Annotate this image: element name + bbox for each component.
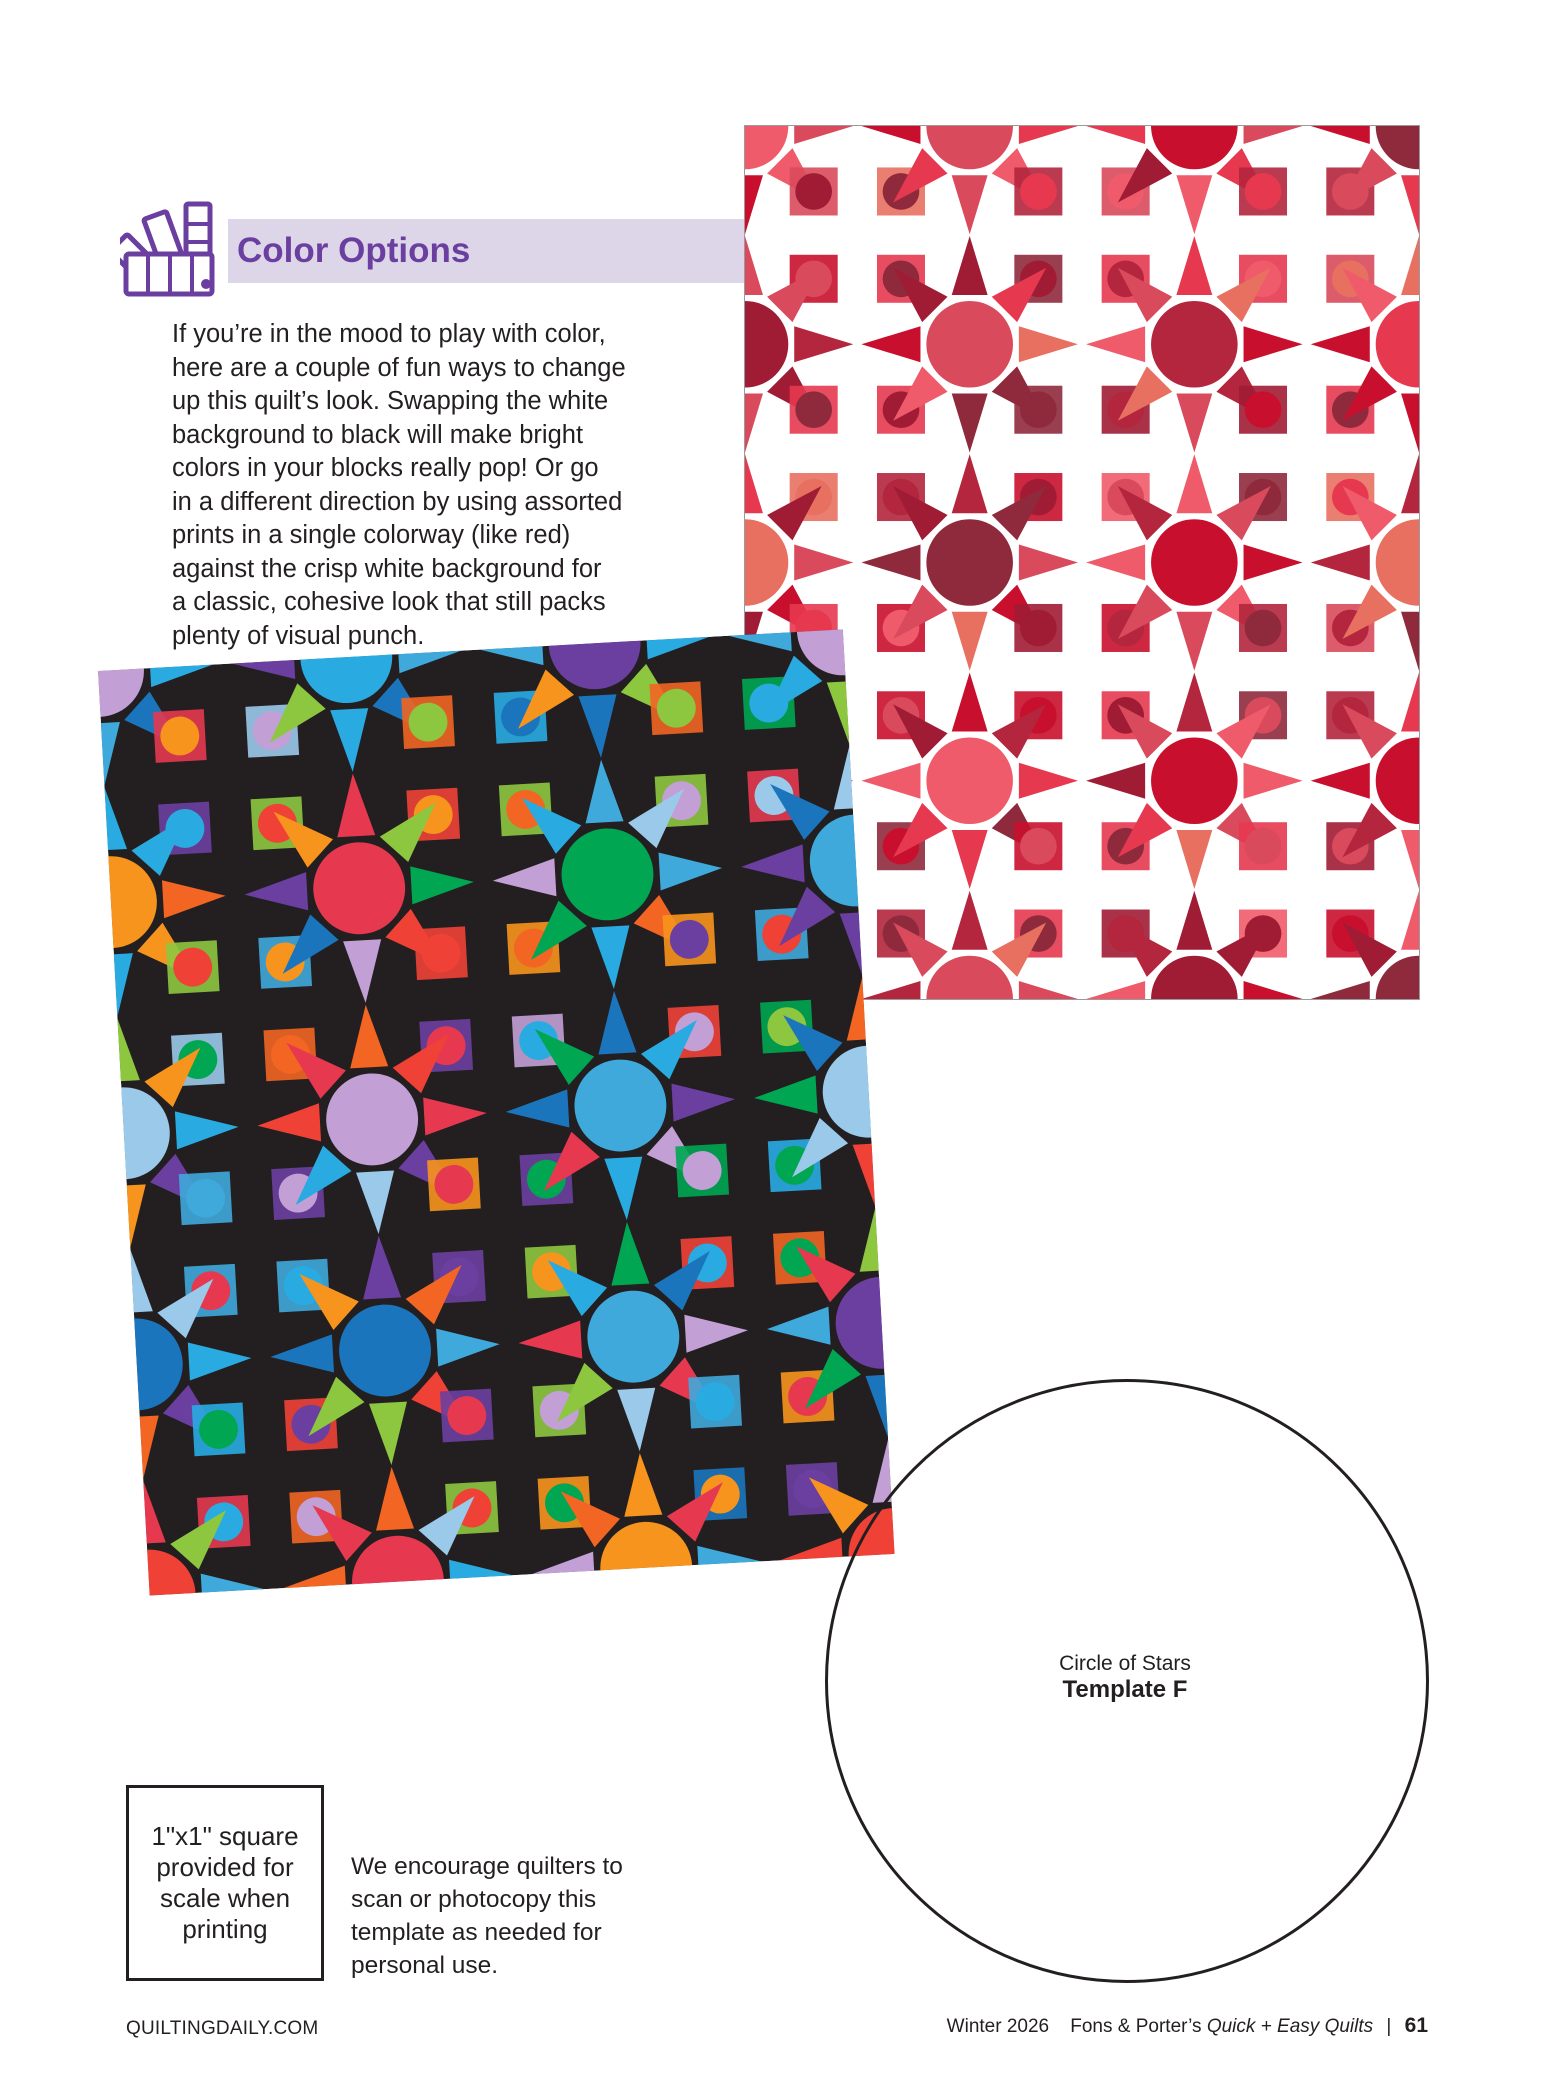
scan-note: We encourage quilters to scan or photocopy this template as needed for personal use.: [351, 1853, 623, 1979]
footer-brand: Fons & Porter’s: [1070, 2016, 1202, 2037]
black-quilt-graphic: [98, 629, 895, 1595]
template-caption: [975, 1651, 1275, 1703]
footer-issue-info: [900, 2014, 1428, 2038]
footer-issue: Winter 2026: [946, 2016, 1050, 2037]
template-name: Circle of Stars: [1059, 1652, 1191, 1675]
footer-publication: Quick + Easy Quilts: [1206, 2016, 1374, 2037]
template-label: Template F: [1062, 1676, 1188, 1703]
scale-square: [126, 1785, 324, 1981]
intro-paragraph: If you’re in the mood to play with color, here are a couple of fun ways to change up this quilt’s look. Swapping the white background to black will make bright colors in your blocks really pop! Or go in a different direction by using assorted prints in a single colorway (like red) against the crisp white background for a classic, cohesive look that still packs plenty of visual punch.: [172, 320, 626, 650]
black-quilt-illustration: [98, 629, 895, 1595]
page-number: 61: [1404, 2014, 1428, 2037]
section-title: Color Options: [237, 231, 471, 270]
footer-divider: |: [1386, 2016, 1392, 2037]
footer-site: QUILTINGDAILY.COM: [126, 2018, 319, 2039]
scale-square-text: 1"x1" square provided for scale when printing: [151, 1821, 299, 1944]
color-swatch-fan-icon: [120, 198, 226, 302]
